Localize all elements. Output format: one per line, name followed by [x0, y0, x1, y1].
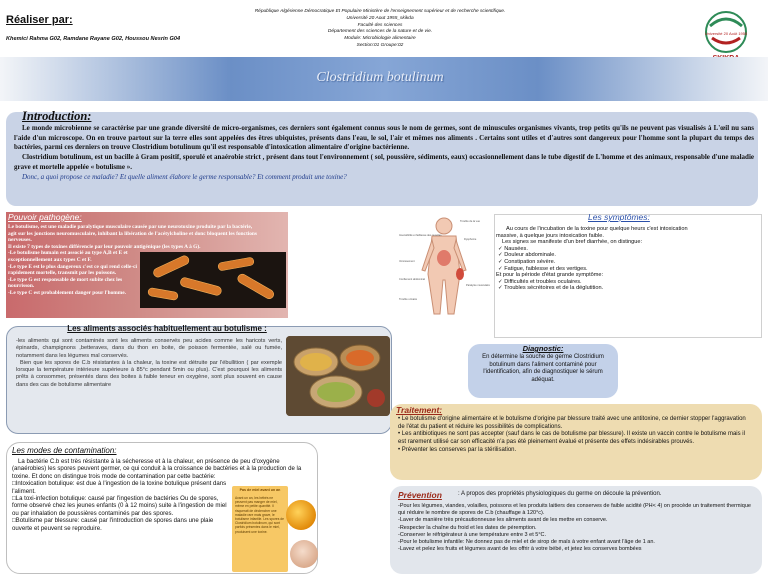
figure-label-right: Dysphonie — [464, 238, 477, 241]
institution-line: Département des sciences de la nature et de vie. — [327, 29, 433, 35]
modes-item: □Intoxication botulique: est due à l'ingestion de la toxine botulique présent dans l'aliment. — [12, 480, 227, 495]
figure-label-right: Paralysie musculaire — [466, 284, 490, 287]
symptom-item: ✓ Troubles sécrétoires et de la déglutition. — [498, 285, 604, 292]
poster-title: Clostridium botulinum — [316, 70, 444, 85]
traitement-body — [398, 416, 754, 455]
aliments-body — [16, 338, 282, 389]
figure-label-right: Trouble de la vue — [460, 220, 480, 223]
bacteria-image — [140, 252, 286, 308]
realiser-label: Réaliser par: — [6, 14, 73, 26]
institution-line: Section:01 Groupe:02 — [356, 42, 404, 48]
symptom-item: ✓ Fatigue, faiblesse et des vertiges. — [498, 265, 588, 272]
figure-label-left: Vomissement — [399, 260, 415, 263]
prevention-item: -Pour le botulisme infantile: Ne donnez pas de miel et de sirop de maïs à votre enfant avant l'âge de 1 an. — [398, 539, 655, 546]
figure-label-left: Insensibilité et faiblesse des muscles — [399, 234, 442, 237]
prevention-body — [398, 503, 758, 553]
pathogene-heading: Pouvoir pathogène: — [8, 212, 82, 222]
diagnostic-body: En détermine la souche de germe Clostridium botulinum dans l'aliment contaminé pour l'identification, afin de diagnostiquer le sérum adéquat. — [482, 354, 604, 383]
symptomes-heading: Les symptômes: — [588, 212, 650, 222]
intro-paragraph: Le monde microbienne se caractérise par une grande diversité de micro-organismes, ces derniers sont également connus sous le nom de germes, sont de minuscules organismes vivants, trop petits qu'ils ne peuvent pas visualisés à L'œil nu sans l'aide d'un microscope. On en trouve partout sur la terre elles sont appelées des êtres ubiquistes, présents dans l'eau, le sol, l'air et mêmes nos aliments . Certains sont utiles et d'autres sont dangereux pour l'homme sont la plupart du temps des bactéries, parmi ces derniers on trouve Clostridium botulinum qu'il est responsable d'intoxication alimentaire d'origine bactérienne. — [14, 124, 754, 152]
symptomes-body — [496, 226, 760, 292]
university-logo — [692, 8, 760, 64]
aliments-paragraph: -les aliments qui sont contaminés sont les aliments conservés peu acides comme les haricots verts, épinards, champignons ,betteraves, dans du thon en boite, de poisson fermentée, salé ou fumée, notamment dans les légumes mal conservés. — [16, 338, 282, 359]
symptom-item: ✓ Constipation sévère. — [498, 258, 556, 265]
aliments-heading: Les aliments associés habituellement au botulisme : — [67, 324, 267, 333]
aliments-paragraph: Bien que les spores de C.b résistantes à la chaleur, la toxine est détruite par l'ébullition ( par exemple lorsque la température intérieure supérieure à 85°c pendant 5min ou plus). C'est pourquoi les aliments prêts à consommer, présentés dans des boites à faible teneur en oxygène, sont plus souvent en cause dans des cas de botulisme alimentaire — [16, 359, 282, 388]
check-icon: ✓ — [498, 252, 505, 259]
symptomes-intro: massive, à quelque jours intoxication faible. — [496, 232, 604, 239]
check-icon: ✓ — [498, 285, 505, 292]
honey-note-body: Avant un an, les bébés ne peuvent pas manger de miel, même en petite quantité. Il risquerait de déclencher une maladie rare mais grave, le botulisme infantile. Les spores de Clostridium botulinum, qui sont parfois présentes dans le miel, produisent une toxine. — [235, 496, 284, 534]
honey-note-title: Pas de miel avant un an — [239, 488, 281, 492]
bullet-icon: • — [398, 431, 402, 438]
figure-label-left: Trouble urinaire — [399, 298, 418, 301]
intro-body — [14, 124, 754, 182]
pathogene-line: -Le type E est le plus dangereux c'est ce qui rend celle-ci rapidement mortelle, transmit par les poissons. — [8, 263, 138, 277]
institution-line: Université 20 Aout 1955_skikda — [346, 15, 414, 21]
bullet-icon: • — [398, 446, 402, 453]
pathogene-line: Le botulisme, est une maladie paralytique musculaire causée par une neurotoxine produite par la bactérie, agit sur les jonctions neuromusculaire, inhibant la libération de l'acétylcholine et donc bloquent les fonctions nerveuses. — [8, 224, 258, 244]
check-icon: ✓ — [498, 245, 505, 252]
symptom-item: ✓ Douleur abdominale. — [498, 252, 556, 259]
symptomes-intro: Au cours de l'incubation de la toxine pour quelque heurs c'est intoxication — [506, 226, 688, 232]
honey-image — [286, 500, 316, 530]
prevention-item: -Lavez et pelez les fruits et légumes avant de les offrir à votre bébé, et jetez les conserves bombées — [398, 546, 642, 553]
prevention-item: -Pour les légumes, viandes, volailles, poissons et les produits laitiers des conserves de faible acidité (PH< 4) on procède un traitement thermique qui réduire le nombre de spores de C.b (chauffage à 120°c). — [398, 503, 751, 517]
authors-line: Khemici Rahma G02, Ramdane Rayane G02, Houssou Nesrin G04 — [6, 36, 181, 42]
logo-ring-text: Université 20 Août 1955 — [704, 31, 748, 36]
diagnostic-heading: Diagnostic: — [522, 344, 564, 353]
prevention-heading: Prévention — [398, 490, 442, 500]
traitement-item: • Le botulisme d'origine alimentaire et le botulisme d'origine par blessure traité avec une antitoxine, ce dernier stopper l'aggravation de l'état du patient et réduire les possibilités de complications. — [398, 416, 746, 430]
prevention-intro: : A propos des propriétés physiologiques du germe on découle la prévention. — [458, 491, 662, 497]
pathogene-line: -Le type C est probablement danger pour l'homme. — [8, 289, 126, 296]
prevention-item: -Conserver le réfrigérateur à une température entre 3 et 5°C. — [398, 531, 547, 538]
modes-intro: La bactérie C.b est très résistante à la sécheresse et à la chaleur, en présence de peu d'oxygène (anaérobies) les spores peuvent germer, ce qui conduit à la croissance de bactéries et à la production de la toxine. Et donc on distingue trois mode de contamination par cette bactérie: — [12, 458, 302, 480]
traitement-item: • Préventer les conserves par la stérilisation. — [398, 446, 517, 453]
intro-paragraph: Clostridium botulinum, est un bacille à Gram positif, sporulé et anaérobie strict , présent dans tout l'environnement ( sol, poussière, sédiments, eaux) occasionnellement dans le tube digestif de L'homme et des animaux, responsable d'une maladie grave et mortelle appelée « botulisme ». — [14, 153, 754, 171]
bullet-icon: • — [398, 416, 402, 422]
pathogene-line: Il existe 7 types de toxines différencie par leur pouvoir antigénique (les types A à G). — [8, 243, 201, 250]
symptomes-signs-label: Les signes se manifeste d'un bref diarrhée, on distingue: — [502, 239, 643, 246]
symptomes-later-label: Et pour la période d'état grande symptôme: — [496, 272, 604, 279]
prevention-item: -Respecter la chaîne du froid et les dates de péremption. — [398, 524, 537, 531]
symptom-item: ✓ Difficultés et troubles oculaires. — [498, 278, 582, 285]
symptoms-body-figure — [398, 214, 490, 320]
modes-heading: Les modes de contamination: — [12, 446, 117, 455]
traitement-item: • Les antibiotiques ne sont pas accepter (sauf dans le cas de botulisme par blessure). Il existe un vaccin contre le botulisme mais il est rarement utilisé car son efficacité n'a pas été pleinement évalué et présente des effets indésirables prouvés. — [398, 431, 745, 446]
check-icon: ✓ — [498, 278, 505, 285]
intro-heading: Introduction: — [22, 109, 92, 123]
traitement-heading: Traitement: — [396, 405, 443, 415]
prevention-item: -Laver de manière très précautionneuse les aliments avant de les mettre en conserve. — [398, 517, 608, 524]
check-icon: ✓ — [498, 258, 505, 265]
institution-block — [210, 9, 550, 50]
canned-food-image — [286, 336, 390, 416]
institution-line: République Algérienne Démocratique Et Populaire Ministère de l'enseignement supérieur et de recherche scientifique. — [254, 9, 506, 14]
baby-image — [290, 540, 318, 568]
modes-item: □La toxi-infection botulique: causé par l'ingestion de bactéries Ou de spores, forme observé chez les jeunes enfants (0 à 12 moins) suite à l'ingestion de miel ou par inhalation de poussières contaminés par des spores. — [12, 495, 227, 517]
institution-line: Module: Microbiologie alimentaire — [344, 36, 416, 42]
symptom-item: ✓ Nausées. — [498, 245, 528, 252]
check-icon: ✓ — [498, 265, 505, 272]
modes-item: □Botulisme par blessure: causé par l'introduction de spores dans une plaie ouverte et peuvent se reproduire. — [12, 517, 214, 532]
intro-question: Donc, a quoi propose ce maladie? Et quelle aliment élabore le germe responsable? Et comment produit une toxine? — [22, 172, 347, 181]
pathogene-line: -Le type G est responsable de mort subite chez les nourrisson. — [8, 276, 123, 290]
institution-line: Faculté des sciences — [357, 22, 403, 28]
pathogene-line: -Le botulisme humain est associé au type A,B et E et exceptionnellement aux types C et F. — [8, 250, 128, 263]
figure-label-left: Confiement abdominal — [399, 278, 425, 281]
